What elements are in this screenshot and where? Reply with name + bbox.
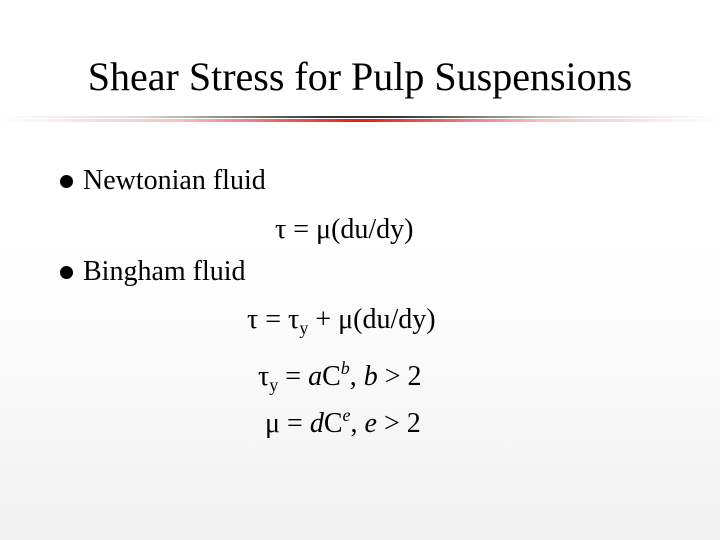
eq-condition: > 2: [377, 361, 422, 392]
equation-newtonian: [275, 212, 414, 248]
eq-subscript-y: y: [299, 318, 309, 338]
eq-coef-d: d: [309, 408, 324, 439]
bullet-item-newtonian: [60, 163, 266, 199]
equation-bingham-main: [247, 302, 436, 346]
eq-concentration: C: [322, 361, 341, 392]
bullet-dot-icon: [60, 175, 73, 188]
bullet-label: Newtonian fluid: [83, 165, 266, 196]
eq-exponent-e: e: [342, 405, 351, 425]
eq-exponent-b: b: [340, 358, 350, 378]
eq-coef-a: a: [308, 361, 323, 392]
eq-rhs: = μ(du/dy): [286, 214, 414, 245]
bullet-label: Bingham fluid: [83, 256, 246, 287]
divider-red-line: [0, 119, 720, 122]
equation-yield-stress: [258, 350, 422, 403]
eq-tau: τ: [247, 304, 259, 335]
title-divider: [0, 114, 720, 124]
eq-tau: τ: [258, 361, 270, 392]
eq-var-b: b: [363, 361, 378, 392]
eq-var-e: e: [364, 408, 377, 439]
eq-tau: τ: [275, 214, 287, 245]
eq-equals-tau: = τ: [258, 304, 300, 335]
eq-equals: =: [278, 361, 309, 392]
slide-title: Shear Stress for Pulp Suspensions: [87, 54, 633, 99]
eq-mu-equals: μ =: [265, 408, 310, 439]
eq-subscript-y: y: [269, 375, 279, 395]
eq-rest: + μ(du/dy): [308, 304, 436, 335]
divider-dark-line: [0, 116, 720, 118]
eq-comma: ,: [350, 408, 365, 439]
bullet-item-bingham: [60, 254, 246, 290]
eq-condition: > 2: [376, 408, 421, 439]
eq-comma: ,: [349, 361, 364, 392]
equation-viscosity: [265, 397, 421, 442]
eq-concentration: C: [323, 408, 343, 439]
bullet-dot-icon: [60, 266, 73, 279]
